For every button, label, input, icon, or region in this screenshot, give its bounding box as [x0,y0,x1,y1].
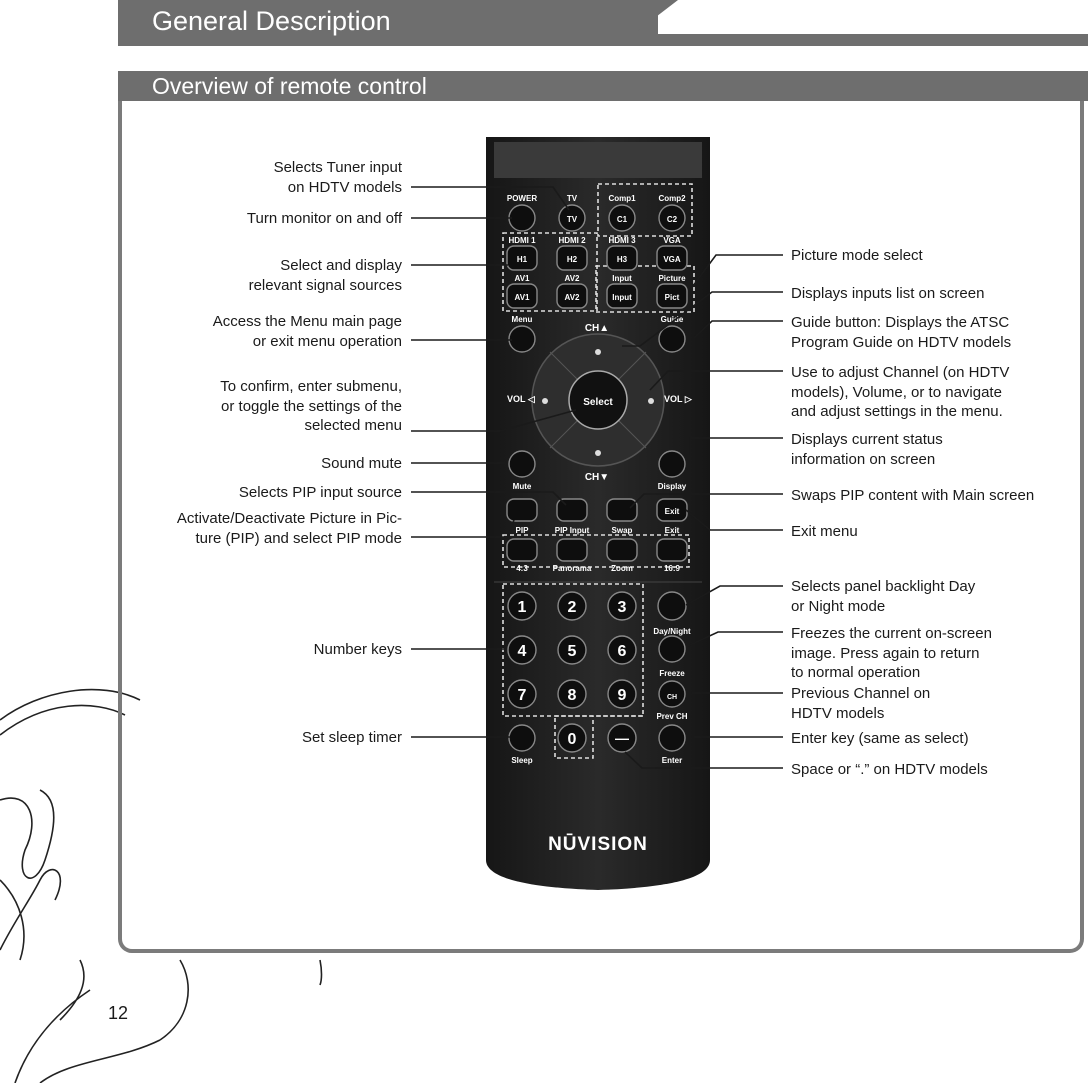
exit-label: Exit [664,526,680,535]
pict-button-label: Pict [664,293,680,302]
label-space: Space or “.” on HDTV models [791,761,988,778]
pip-input-label: PIP Input [554,526,590,535]
power-label: POWER [506,194,538,203]
label-sleep: Set sleep timer [301,729,402,746]
label-prev-ch: Previous Channel on HDTV models [791,685,931,722]
display-label: Display [657,482,687,491]
digit-0-label: 0 [567,731,577,748]
page-title: General Description [152,6,391,36]
ch-up-label: CH▲ [584,323,610,334]
vga-button-label: VGA [663,255,681,264]
display-button[interactable] [659,451,685,477]
prev-ch-label: Prev CH [656,712,688,721]
swap-label: Swap [611,526,633,535]
tv-button-label: TV [566,215,578,224]
label-pip-input: Selects PIP input source [238,484,402,501]
label-swap: Swaps PIP content with Main screen [791,487,1035,504]
label-display: Displays current status information on screen [791,431,943,468]
guide-label: Guide [660,315,684,324]
av1-label: AV1 [514,274,530,283]
label-day-night: Selects panel backlight Day or Night mode [791,578,976,615]
ch-down-dot [595,450,601,456]
pip-label: PIP [515,526,529,535]
digit-3-label: 3 [617,599,627,616]
enter-button[interactable] [659,725,685,751]
comp1-label: Comp1 [608,194,636,203]
h3-button-label: H3 [616,255,628,264]
pip_input-button[interactable] [557,499,587,521]
label-menu: Access the Menu main page or exit menu operation [212,313,402,350]
label-dpad: Use to adjust Channel (on HDTV models), Volume, or to navigate and adjust settings in the menu. [791,364,1010,420]
c1-button-label: C1 [616,215,628,224]
digit-4-label: 4 [517,643,527,660]
zoom-button[interactable] [607,539,637,561]
input-button-label: Input [612,293,632,302]
a169-button[interactable] [657,539,687,561]
panorama-button[interactable] [557,539,587,561]
brand-logo: NŪVISION [548,834,648,855]
input-label: Input [612,274,632,283]
label-power: Turn monitor on and off [246,210,402,227]
vol-right-dot [648,398,654,404]
label-exit: Exit menu [791,523,858,540]
label-number-keys: Number keys [313,641,402,658]
day-night-button[interactable] [658,592,686,620]
sleep-button[interactable] [509,725,535,751]
sleep-label: Sleep [511,756,533,765]
day-night-label: Day/Night [653,627,691,636]
label-select: To confirm, enter submenu, or toggle the settings of the selected menu [220,378,402,434]
tv-label: TV [566,194,578,203]
label-signal-sources: Select and display relevant signal sources [248,257,402,294]
guide-button[interactable] [659,326,685,352]
exit-button-label: Exit [664,507,680,516]
label-guide: Guide button: Displays the ATSC Program Guide on HDTV models [791,314,1012,351]
hdmi2-label: HDMI 2 [558,236,586,245]
power-button[interactable] [509,205,535,231]
label-pip-mode: Activate/Deactivate Picture in Pic- ture (PIP) and select PIP mode [176,510,402,547]
mute-label: Mute [512,482,532,491]
select-label: Select [583,397,613,408]
label-inputs-list: Displays inputs list on screen [791,285,985,302]
c2-button-label: C2 [666,215,678,224]
comp2-label: Comp2 [658,194,686,203]
menu-label: Menu [511,315,533,324]
label-freeze: Freezes the current on-screen image. Press again to return to normal operation [791,625,992,681]
swap-button[interactable] [607,499,637,521]
ch-down-label: CH▼ [584,472,610,483]
label-mute: Sound mute [321,455,402,472]
digit-2-label: 2 [567,599,577,616]
aspect-169-label: 16:9 [663,564,681,573]
zoom-label: Zoom [611,564,633,573]
vol-left-dot [542,398,548,404]
av2-button-label: AV2 [564,293,580,302]
enter-label: Enter [661,756,683,765]
hdmi1-label: HDMI 1 [508,236,536,245]
ir-window [494,142,702,178]
label-picture-mode: Picture mode select [791,247,923,264]
digit-1-label: 1 [517,599,527,616]
page-number: 12 [108,1003,129,1023]
h1-button-label: H1 [516,255,528,264]
section-title: Overview of remote control [152,73,427,99]
freeze-label: Freeze [659,669,685,678]
a43-button[interactable] [507,539,537,561]
panorama-label: Panorama [552,564,592,573]
digit-8-label: 8 [567,687,577,704]
prev-ch-button-label: CH [666,694,678,701]
av1-button-label: AV1 [514,293,530,302]
vol-left-label: VOL ◁ [507,394,535,404]
pip-button[interactable] [507,499,537,521]
aspect-43-label: 4:3 [516,564,528,573]
hdmi3-label: HDMI 3 [608,236,636,245]
av2-label: AV2 [564,274,580,283]
freeze-button[interactable] [659,636,685,662]
digit-9-label: 9 [617,687,627,704]
picture-label: Picture [658,274,686,283]
ch-up-dot [595,349,601,355]
menu-button[interactable] [509,326,535,352]
digit-5-label: 5 [567,643,577,660]
label-tuner-input: Selects Tuner input on HDTV models [273,159,402,196]
vol-right-label: VOL ▷ [664,394,692,404]
dash-label: — [615,730,629,746]
label-enter: Enter key (same as select) [791,730,969,747]
h2-button-label: H2 [566,255,578,264]
digit-7-label: 7 [517,687,527,704]
digit-6-label: 6 [617,643,627,660]
mute-button[interactable] [509,451,535,477]
vga-label: VGA [663,236,681,245]
